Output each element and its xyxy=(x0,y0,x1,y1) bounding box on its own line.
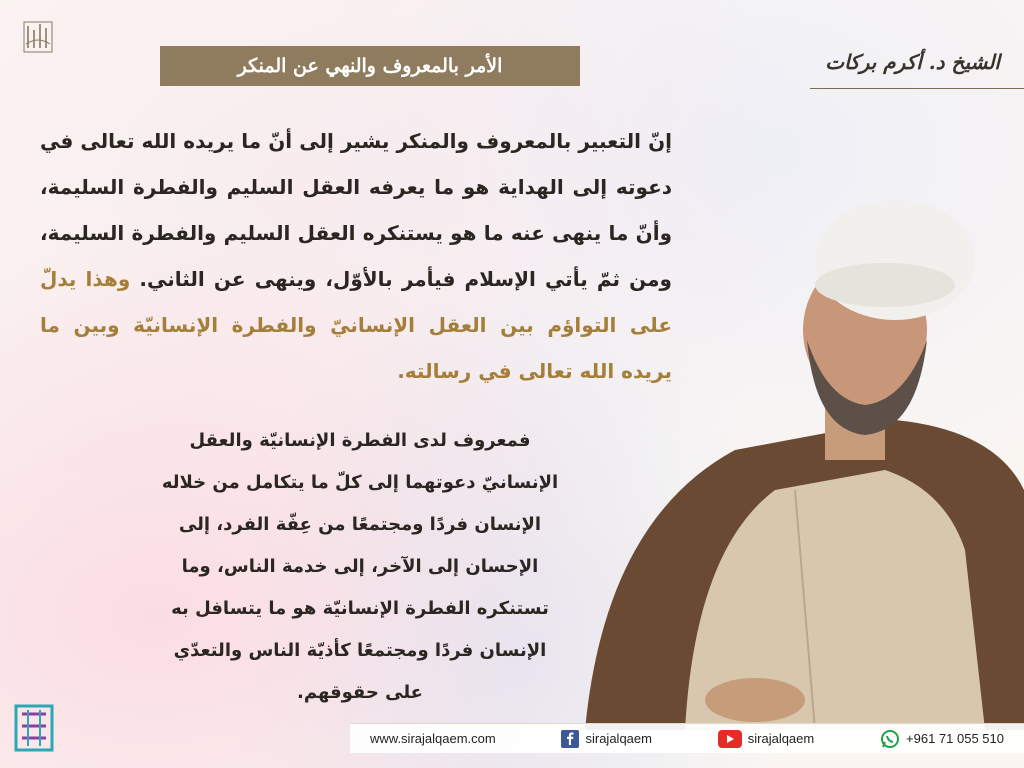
facebook-icon xyxy=(561,730,579,748)
calligraphy-logo xyxy=(18,14,58,58)
title-bar xyxy=(160,46,580,86)
sirajalqaem-logo xyxy=(12,700,60,756)
facebook-link[interactable]: sirajalqaem xyxy=(561,730,651,748)
paragraph-2: فمعروف لدى الفطرة الإنسانيّة والعقل الإنسانيّ دعوتهما إلى كلّ ما يتكامل من خلاله الإنسان فردًا ومجتمعًا من عِفّة الفرد، إلى الإحسان إلى الآخر، إلى خدمة الناس، وما تستنكره الفطرة الإنسانيّة هو ما يتسافل به الإنسان فردًا ومجتمعًا كأذيّة الناس والتعدّي على حقوقهم. xyxy=(161,430,559,703)
portrait-image xyxy=(565,190,1024,730)
author-block xyxy=(810,40,1024,89)
whatsapp-icon xyxy=(880,729,900,749)
paragraph-1-highlight: وهذا يدلّ على التواؤم بين العقل الإنسانيّ والفطرة الإنسانيّة وبين ما يريده الله تعالى في رسالته. xyxy=(40,267,672,383)
youtube-link[interactable]: sirajalqaem xyxy=(718,730,814,748)
author-name: الشيخ د. أكرم بركات xyxy=(825,50,1000,74)
whatsapp-link[interactable]: +961 71 055 510 xyxy=(880,729,1004,749)
paragraph-1-text: إنّ التعبير بالمعروف والمنكر يشير إلى أنّ ما يريده الله تعالى في دعوته إلى الهداية هو ما يعرفه العقل السليم والفطرة السليمة، وأنّ ما ينهى عنه ما هو يستنكره العقل السليم والفطرة السليمة، ومن ثمّ يأتي الإسلام فيأمر بالأوّل، وينهى عن الثاني. xyxy=(40,129,672,291)
page-title: الأمر بالمعروف والنهي عن المنكر xyxy=(237,55,503,77)
website-link[interactable]: www.sirajalqaem.com xyxy=(370,731,496,746)
footer-bar xyxy=(350,723,1024,753)
youtube-icon xyxy=(718,730,742,748)
